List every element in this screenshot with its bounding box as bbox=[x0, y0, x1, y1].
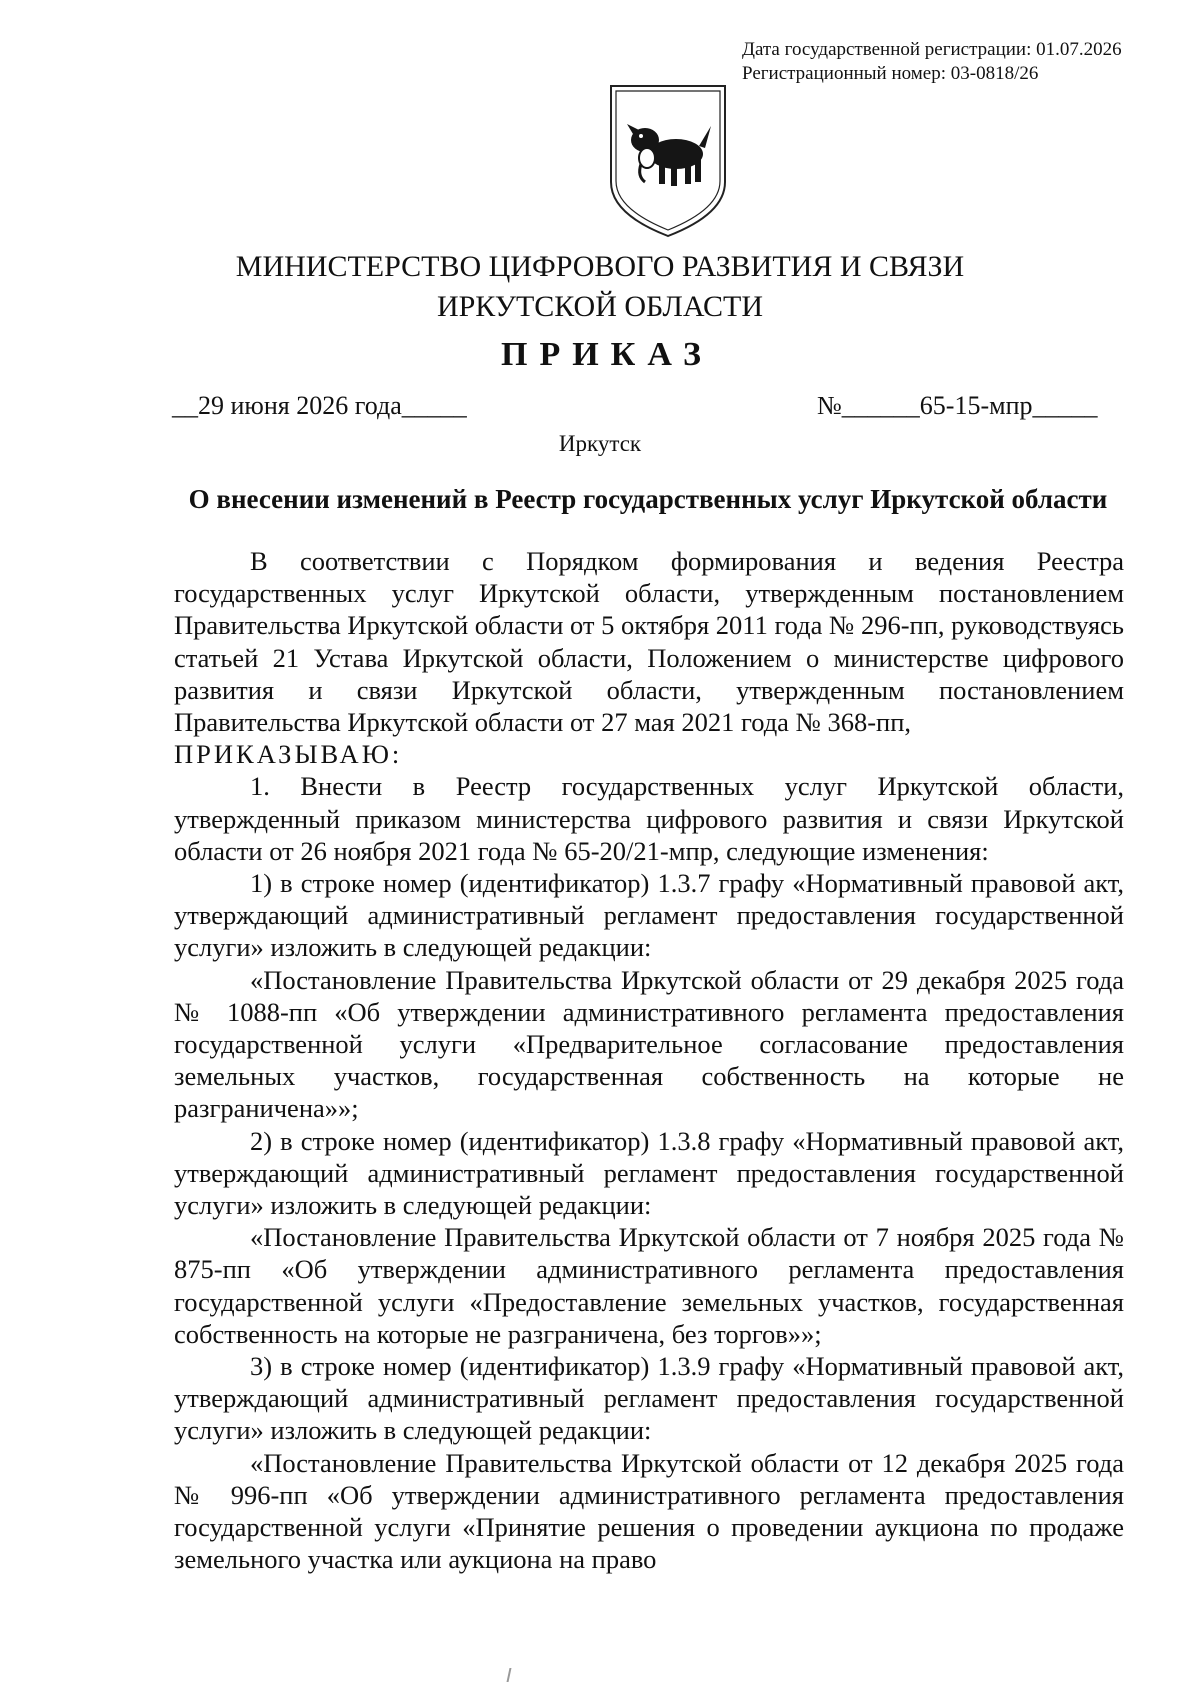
subitem-3-paragraph: 3) в строке номер (идентификатор) 1.3.9 графу «Нормативный правовой акт, утверждающий административный регламент предоставления государственной услуги» изложить в следующей редакции: bbox=[174, 1351, 1124, 1446]
subitem-3-text: «Постановление Правительства Иркутской области от 12 декабря 2025 года № 996-пп «Об утверждении административного регламента предоставления государственной услуги «Принятие решения о проведении аукциона по продаже земельного участка или аукциона на право bbox=[174, 1447, 1124, 1575]
item-1-paragraph: 1. Внести в Реестр государственных услуг Иркутской области, утвержденный приказом министерства цифрового развития и связи Иркутской области от 26 ноября 2021 года № 65-20/21-мпр, следующие изменения: bbox=[174, 771, 1124, 866]
document-type-title: ПРИКАЗ bbox=[501, 336, 713, 373]
subitem-1-text: «Постановление Правительства Иркутской области от 29 декабря 2025 года № 1088-пп «Об утверждении административного регламента предоставления государственной услуги «Предварительное согласование предоставления земельных участков, государственная собственность на которые не разграничена»»; bbox=[174, 964, 1124, 1124]
order-word: ПРИКАЗЫВАЮ: bbox=[174, 739, 403, 770]
subitem-2-paragraph: 2) в строке номер (идентификатор) 1.3.8 графу «Нормативный правовой акт, утверждающий административный регламент предоставления государственной услуги» изложить в следующей редакции: bbox=[174, 1125, 1124, 1221]
document-body bbox=[174, 545, 1124, 1576]
registration-date: Дата государственной регистрации: 01.07.2026 bbox=[742, 39, 1122, 60]
registration-block bbox=[742, 38, 1122, 86]
order-date: __29 июня 2026 года_____ bbox=[172, 391, 467, 420]
order-city: Иркутск bbox=[558, 431, 642, 456]
irkutsk-coat-of-arms-icon bbox=[607, 82, 729, 240]
subitem-2-text: «Постановление Правительства Иркутской области от 7 ноября 2025 года № 875-пп «Об утверждении административного регламента предоставления государственной услуги «Предоставление земельных участков, государственная собственность на которые не разграничена, без торгов»»; bbox=[174, 1222, 1124, 1349]
ministry-line-2: ИРКУТСКОЙ ОБЛАСТИ bbox=[436, 290, 764, 323]
ministry-line-1: МИНИСТЕРСТВО ЦИФРОВОГО РАЗВИТИЯ И СВЯЗИ bbox=[235, 250, 965, 283]
order-subject: О внесении изменений в Реестр государственных услуг Иркутской области bbox=[188, 484, 1108, 514]
subitem-1-paragraph: 1) в строке номер (идентификатор) 1.3.7 графу «Нормативный правовой акт, утверждающий административный регламент предоставления государственной услуги» изложить в следующей редакции: bbox=[174, 868, 1124, 963]
order-number: №______65-15-мпр_____ bbox=[817, 391, 1098, 420]
preamble-paragraph: В соответствии с Порядком формирования и ведения Реестра государственных услуг Иркутской области, утвержденным постановлением Правительства Иркутской области от 5 октября 2011 года № 296-пп, руководствуясь статьей 21 Устава Иркутской области, Положением о министерстве цифрового развития и связи Иркутской области, утвержденным постановлением Правительства Иркутской области от 27 мая 2021 года № 368-пп, bbox=[174, 546, 1124, 738]
ministry-name bbox=[0, 247, 1200, 327]
scan-mark bbox=[507, 1668, 512, 1682]
registration-number: Регистрационный номер: 03-0818/26 bbox=[742, 63, 1039, 84]
